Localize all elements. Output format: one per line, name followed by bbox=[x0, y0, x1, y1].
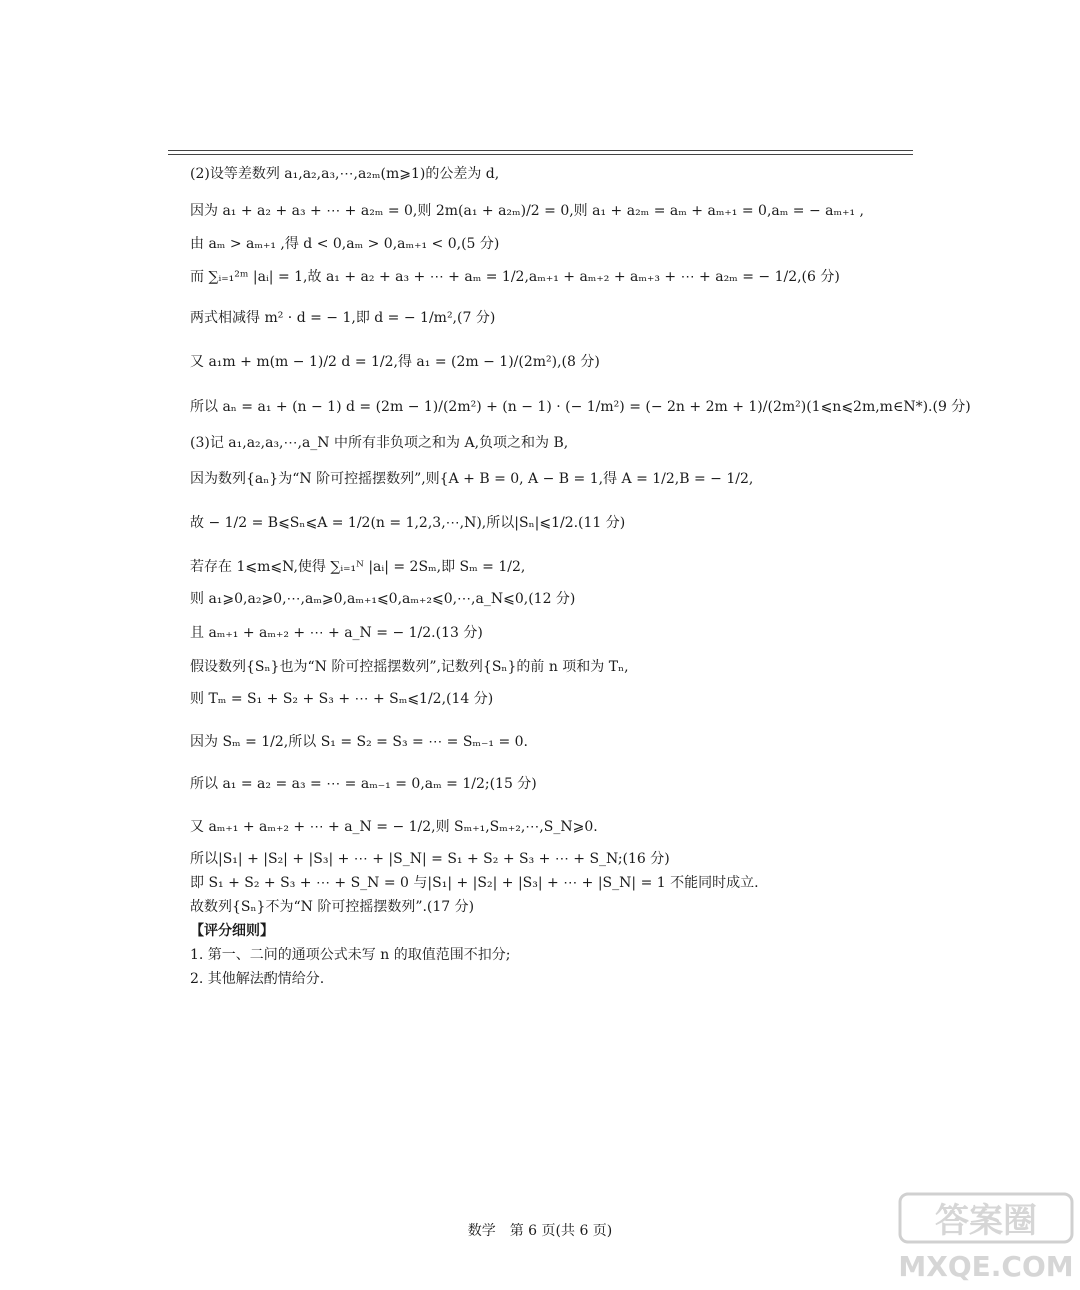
solution-line: 所以|S₁| + |S₂| + |S₃| + ⋯ + |S_N| = S₁ + S₂ + S₃ + ⋯ + S_N;(16 分) bbox=[190, 851, 670, 867]
header-rule-bottom bbox=[168, 154, 913, 155]
grading-item: 1. 第一、二问的通项公式未写 n 的取值范围不扣分; bbox=[190, 947, 511, 963]
solution-line: 所以 a₁ = a₂ = a₃ = ⋯ = aₘ₋₁ = 0,aₘ = 1/2;(15 分) bbox=[190, 776, 537, 792]
solution-line: 且 aₘ₊₁ + aₘ₊₂ + ⋯ + a_N = − 1/2.(13 分) bbox=[190, 625, 483, 641]
solution-line: 由 aₘ > aₘ₊₁ ,得 d < 0,aₘ > 0,aₘ₊₁ < 0,(5 分) bbox=[190, 236, 500, 252]
solution-line: 若存在 1⩽m⩽N,使得 ∑ᵢ₌₁ᴺ |aᵢ| = 2Sₘ,即 Sₘ = 1/2, bbox=[190, 559, 526, 575]
solution-line: 假设数列{Sₙ}也为“N 阶可控摇摆数列”,记数列{Sₙ}的前 n 项和为 Tₙ, bbox=[190, 659, 629, 675]
solution-line: 因为 a₁ + a₂ + a₃ + ⋯ + a₂ₘ = 0,则 2m(a₁ + a₂ₘ)/2 = 0,则 a₁ + a₂ₘ = aₘ + aₘ₊₁ = 0,aₘ = − aₘ₊₁ , bbox=[190, 203, 864, 219]
solution-line: (2)设等差数列 a₁,a₂,a₃,⋯,a₂ₘ(m⩾1)的公差为 d, bbox=[190, 166, 500, 182]
solution-line: 两式相减得 m² · d = − 1,即 d = − 1/m²,(7 分) bbox=[190, 310, 496, 326]
watermark-top-text: 答案圈 bbox=[935, 1201, 1037, 1241]
solution-line: 所以 aₙ = a₁ + (n − 1) d = (2m − 1)/(2m²) + (n − 1) · (− 1/m²) = (− 2n + 2m + 1)/(2m²)(1⩽n⩽2m,m∈N*).(9 分) bbox=[190, 399, 971, 415]
solution-line: 因为数列{aₙ}为“N 阶可控摇摆数列”,则{A + B = 0, A − B = 1,得 A = 1/2,B = − 1/2, bbox=[190, 471, 754, 487]
grading-heading: 【评分细则】 bbox=[190, 923, 274, 939]
grading-item: 2. 其他解法酌情给分. bbox=[190, 971, 325, 987]
solution-line: 则 a₁⩾0,a₂⩾0,⋯,aₘ⩾0,aₘ₊₁⩽0,aₘ₊₂⩽0,⋯,a_N⩽0,(12 分) bbox=[190, 591, 576, 607]
solution-line: 又 a₁m + m(m − 1)/2 d = 1/2,得 a₁ = (2m − 1)/(2m²),(8 分) bbox=[190, 354, 600, 370]
solution-line: 故数列{Sₙ}不为“N 阶可控摇摆数列”.(17 分) bbox=[190, 899, 475, 915]
solution-line: 因为 Sₘ = 1/2,所以 S₁ = S₂ = S₃ = ⋯ = Sₘ₋₁ = 0. bbox=[190, 734, 528, 750]
watermark-bottom-text: MXQE.COM bbox=[898, 1250, 1074, 1283]
solution-line: (3)记 a₁,a₂,a₃,⋯,a_N 中所有非负项之和为 A,负项之和为 B, bbox=[190, 435, 569, 451]
solution-line: 而 ∑ᵢ₌₁²ᵐ |aᵢ| = 1,故 a₁ + a₂ + a₃ + ⋯ + aₘ = 1/2,aₘ₊₁ + aₘ₊₂ + aₘ₊₃ + ⋯ + a₂ₘ = − 1/2,(6 分) bbox=[190, 269, 840, 285]
watermark-logo bbox=[898, 1192, 1074, 1284]
solution-line: 则 Tₘ = S₁ + S₂ + S₃ + ⋯ + Sₘ⩽1/2,(14 分) bbox=[190, 691, 494, 707]
page-footer: 数学 第 6 页(共 6 页) bbox=[467, 1223, 613, 1239]
header-rule-top bbox=[168, 150, 913, 151]
solution-line: 又 aₘ₊₁ + aₘ₊₂ + ⋯ + a_N = − 1/2,则 Sₘ₊₁,Sₘ₊₂,⋯,S_N⩾0. bbox=[190, 819, 598, 835]
solution-line: 即 S₁ + S₂ + S₃ + ⋯ + S_N = 0 与|S₁| + |S₂| + |S₃| + ⋯ + |S_N| = 1 不能同时成立. bbox=[190, 875, 759, 891]
solution-line: 故 − 1/2 = B⩽Sₙ⩽A = 1/2(n = 1,2,3,⋯,N),所以|Sₙ|⩽1/2.(11 分) bbox=[190, 515, 626, 531]
